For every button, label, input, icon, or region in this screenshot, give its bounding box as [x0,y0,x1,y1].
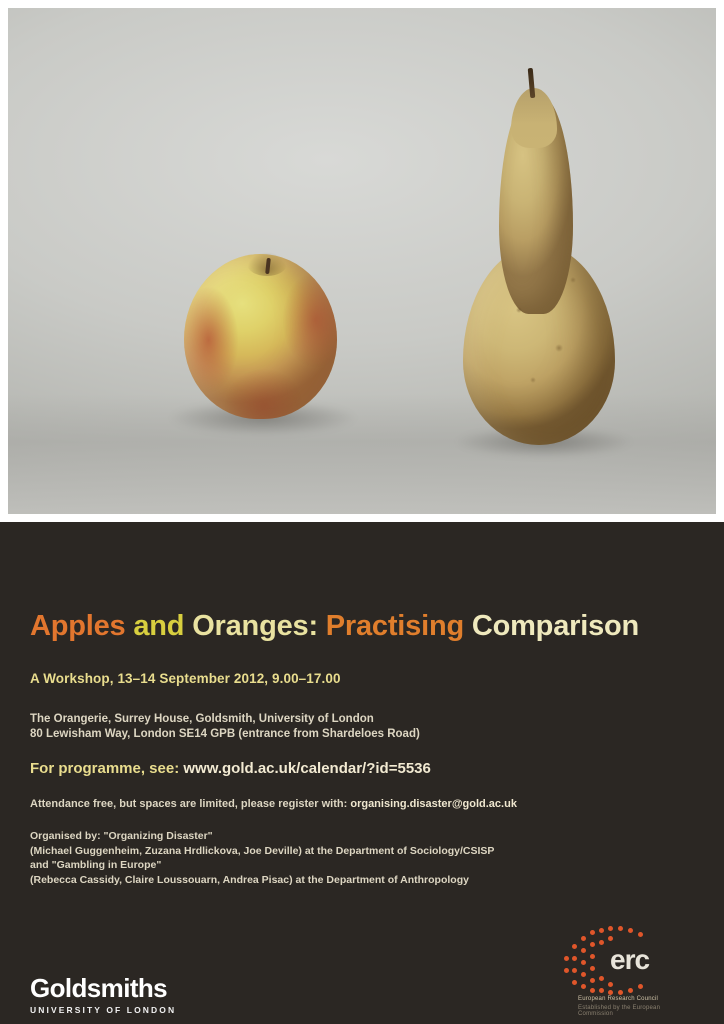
pear-spots [463,80,615,445]
erc-subtitle-secondary: Established by the European Commission [578,1005,661,1017]
poster-title [30,610,639,643]
attendance-line [30,798,517,810]
registration-email[interactable]: organising.disaster@gold.ac.uk [350,798,517,810]
title-word-oranges: Oranges: [192,610,318,642]
photo-canvas [8,8,716,514]
title-word-apples: Apples [30,610,126,642]
goldsmiths-wordmark: Goldsmiths [30,973,168,1003]
goldsmiths-subtitle: UNIVERSITY OF LONDON [30,1005,177,1015]
organisers-block [30,829,494,887]
programme-url[interactable]: www.gold.ac.uk/calendar/?id=5536 [183,760,431,777]
erc-subtitle-primary: European Research Council [578,996,659,1002]
erc-wordmark: erc [610,944,650,975]
organisers-line-4: (Rebecca Cassidy, Claire Loussouarn, Andrea Pisac) at the Department of Anthropology [30,873,469,886]
title-word-comparison: Comparison [471,610,640,642]
erc-logo [556,926,696,1022]
organisers-line-3: and "Gambling in Europe" [30,859,162,871]
organisers-line-1: Organised by: "Organizing Disaster" [30,830,213,842]
venue-line-2: 80 Lewisham Way, London SE14 GPB (entrance from Shardeloes Road) [30,728,420,740]
workshop-dates: A Workshop, 13–14 September 2012, 9.00–17.00 [30,671,341,686]
goldsmiths-logo [30,974,176,1015]
programme-line [30,760,431,777]
title-word-practising: Practising [325,610,464,642]
pear-object [463,80,615,445]
attendance-label: Attendance free, but spaces are limited, please register with: [30,798,348,810]
apple-blush [184,254,337,419]
apple-object [184,254,337,419]
poster-text-panel [0,522,724,1024]
programme-label: For programme, see: [30,760,180,777]
title-word-and: and [133,610,185,642]
venue-address [30,712,420,742]
venue-line-1: The Orangerie, Surrey House, Goldsmith, University of London [30,713,374,725]
organisers-line-2: (Michael Guggenheim, Zuzana Hrdlickova, Joe Deville) at the Department of Sociology/CSISP [30,844,495,857]
